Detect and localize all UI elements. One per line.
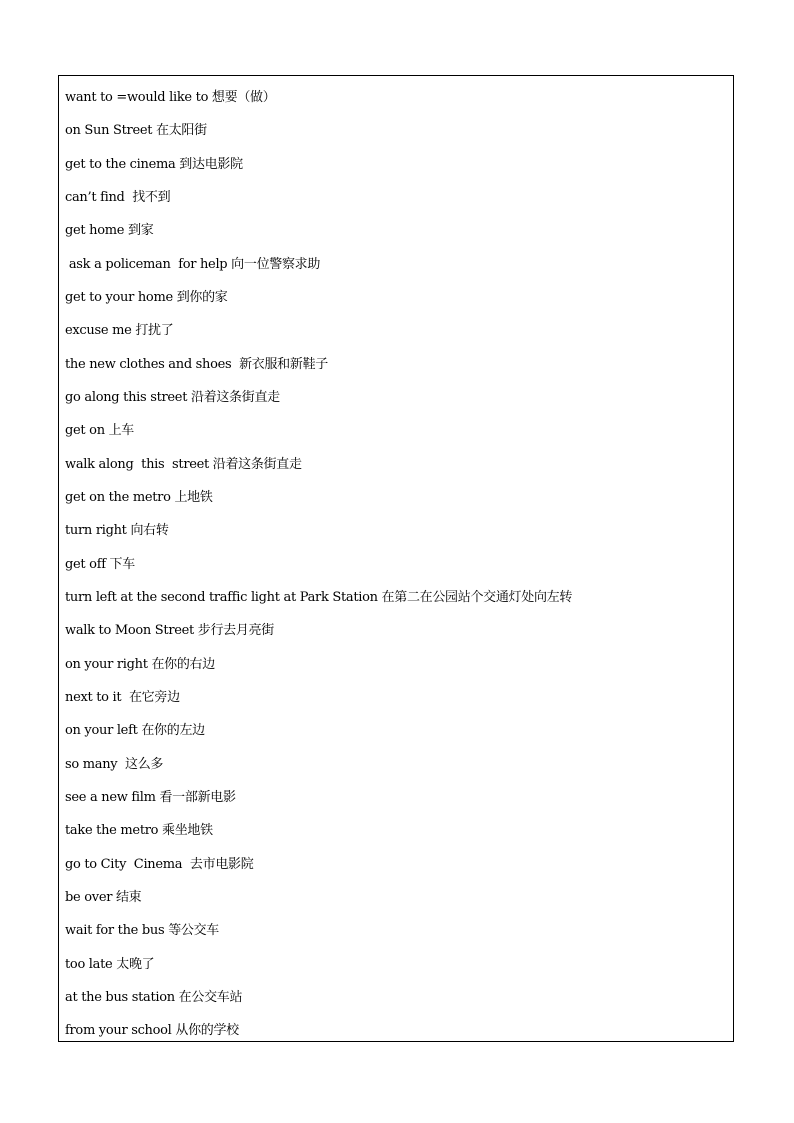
phrase-item: next to it 在它旁边 — [65, 689, 180, 705]
phrase-item: get to your home 到你的家 — [65, 289, 228, 305]
phrase-item: get to the cinema 到达电影院 — [65, 156, 243, 172]
phrase-item: at the bus station 在公交车站 — [65, 989, 243, 1005]
phrase-item: get off 下车 — [65, 556, 135, 572]
phrase-item: too late 太晚了 — [65, 956, 155, 972]
phrase-item: the new clothes and shoes 新衣服和新鞋子 — [65, 356, 328, 372]
phrase-item: on Sun Street 在太阳街 — [65, 123, 207, 139]
phrase-item: see a new film 看一部新电影 — [65, 789, 236, 805]
phrase-item: get on 上车 — [65, 423, 135, 439]
phrase-item: turn right 向右转 — [65, 523, 169, 539]
phrase-item: get on the metro 上地铁 — [65, 489, 213, 505]
phrase-item: from your school 从你的学校 — [65, 1023, 239, 1039]
phrase-item: go along this street 沿着这条街直走 — [65, 389, 280, 405]
phrase-item: ask a policeman for help 向一位警察求助 — [65, 256, 321, 272]
phrase-item: on your left 在你的左边 — [65, 723, 205, 739]
phrase-item: on your right 在你的右边 — [65, 656, 215, 672]
phrase-item: wait for the bus 等公交车 — [65, 923, 219, 939]
phrase-item: take the metro 乘坐地铁 — [65, 823, 213, 839]
phrase-list — [65, 89, 572, 1056]
phrase-item: so many 这么多 — [65, 756, 164, 772]
phrase-item: get home 到家 — [65, 223, 154, 239]
phrase-table — [58, 75, 734, 1042]
phrase-item: walk along this street 沿着这条街直走 — [65, 456, 302, 472]
phrase-item: can’t find 找不到 — [65, 189, 171, 205]
phrase-item: be over 结束 — [65, 889, 142, 905]
phrase-item: want to =would like to 想要（做） — [65, 90, 276, 105]
phrase-item: walk to Moon Street 步行去月亮街 — [65, 623, 274, 639]
phrase-item: turn left at the second traffic light at Park Station 在第二在公园站个交通灯处向左转 — [65, 589, 573, 605]
phrase-item: go to City Cinema 去市电影院 — [65, 856, 254, 872]
phrase-item: excuse me 打扰了 — [65, 323, 174, 339]
